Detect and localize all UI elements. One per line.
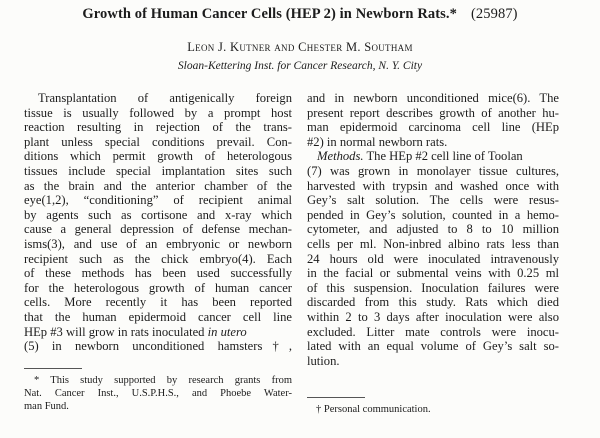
footnote-right: † Personal communication. — [316, 404, 431, 415]
text-line: tissues include special implantation sites such — [24, 163, 292, 178]
text-line: (5) in newborn unconditioned hamsters†, — [24, 339, 292, 354]
text-line: recipient such as the chick embryo(4). Each — [24, 251, 292, 266]
text-line — [307, 149, 559, 164]
footnote-line: * This study supported by research grants from — [34, 375, 292, 386]
text-line: lated with an equal volume of Gey’s salt so- — [307, 339, 559, 354]
text-line: lution. — [307, 353, 340, 368]
italic-run: in utero — [207, 324, 247, 339]
text-line: isms(3), and use of an embryonic or newborn — [24, 236, 292, 251]
footnote-rule — [307, 397, 365, 398]
text-line: in the facial or submental veins with 0.25 ml — [307, 266, 559, 281]
affiliation: Sloan-Kettering Inst. for Cancer Research, N. Y. City — [177, 60, 423, 72]
text-line: of these methods has been used successfully — [24, 266, 292, 281]
text-line: excluded. Litter mate controls were inocu- — [307, 324, 559, 339]
text-line: #2) in normal newborn rats. — [307, 134, 448, 149]
text-line: present report describes growth of another hu- — [307, 105, 559, 120]
text-line: cells per ml. Non-inbred albino rats less than — [307, 236, 559, 251]
text-run: The HEp #2 cell line of Toolan — [363, 149, 523, 164]
text-line: as the brain and the anterior chamber of the — [24, 178, 292, 193]
text-line: Gey’s salt solution. The cells were resus- — [307, 193, 559, 208]
text-line: (7) was grown in monolayer tissue cultures, — [307, 163, 559, 178]
footnote-left — [24, 374, 292, 413]
text-line: pended in Gey’s solution, counted in a hemo- — [307, 207, 559, 222]
left-column — [24, 91, 292, 354]
title-text: Growth of Human Cancer Cells (HEP 2) in Newborn Rats.* — [82, 6, 457, 22]
text-line: cause a general depression of defense mechan- — [24, 222, 292, 237]
footnote-line: man Fund. — [24, 401, 69, 412]
text-line: reaction resulting in rejection of the trans- — [24, 120, 292, 135]
paper-number: (25987) — [471, 6, 518, 22]
text-line — [24, 325, 292, 340]
text-line: 24 hours old were inoculated intravenously — [307, 251, 559, 266]
text-line: ditions which permit growth of heterologous — [24, 149, 292, 164]
text-line: Transplantation of antigenically foreign — [38, 91, 292, 105]
text-line: by agents such as cortisone and x-ray which — [24, 207, 292, 222]
footnote-rule — [24, 368, 82, 369]
text-line: and in newborn unconditioned mice(6). The — [307, 91, 559, 105]
right-column — [307, 91, 559, 368]
text-line: man epidermoid carcinoma cell line (HEp — [307, 120, 559, 135]
paper-title — [0, 6, 600, 23]
text-line: cytometer, and adjusted to 8 to 10 million — [307, 222, 559, 237]
text-run: HEp #3 will grow in rats inoculated — [24, 324, 208, 339]
text-line: that the human epidermoid cancer cell line — [24, 309, 292, 324]
text-line: discarded from this study. Rats which died — [307, 295, 559, 310]
text-line: cells. More recently it has been reported — [24, 295, 292, 310]
text-line: eye(1,2), “conditioning” of recipient animal — [24, 193, 292, 208]
text-line: harvested with trypsin and washed once with — [307, 178, 559, 193]
text-line: within 2 to 3 days after inoculation were also — [307, 309, 559, 324]
footnote-line: Nat. Cancer Inst., U.S.P.H.S., and Phoebe Water- — [24, 388, 292, 399]
text-line: plant unless special conditions prevail. Con- — [24, 134, 292, 149]
text-line: of this suspension. Inoculation failures were — [307, 280, 559, 295]
section-heading: Methods. — [317, 149, 364, 164]
text-line: for the heterologous growth of human cancer — [24, 280, 292, 295]
authors: Leon J. Kutner and Chester M. Southam — [187, 40, 413, 54]
text-line: tissue is usually followed by a prompt host — [24, 105, 292, 120]
